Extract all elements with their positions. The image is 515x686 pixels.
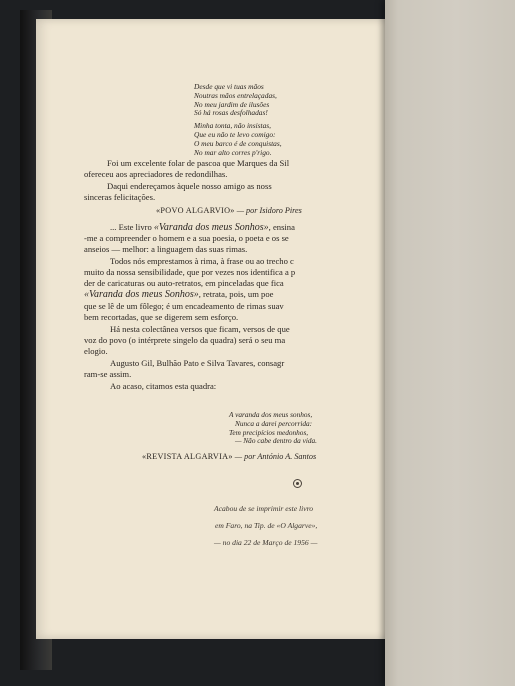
- text-run: voz do povo (o intérprete singelo da quadra) será o seu ma: [84, 335, 286, 345]
- poem-line: Noutras mãos entrelaçadas,: [194, 90, 277, 100]
- text-run: der de caricaturas ou auto-retratos, em pinceladas que fica: [84, 278, 284, 288]
- poem-line: Só há rosas desfolhadas!: [194, 108, 268, 118]
- review-text-line: [84, 346, 108, 356]
- colophon-line: em Faro, na Tip. de «O Algarve»,: [215, 521, 318, 530]
- review-source: «POVO ALGARVIO»: [156, 206, 235, 215]
- review-text-line: [84, 289, 273, 300]
- quoted-quadra: [229, 411, 317, 446]
- poem-line: — Não cabe dentro da vida.: [235, 436, 318, 446]
- text-run: Há nesta colectânea versos que ficam, versos de que: [110, 324, 290, 334]
- review-text-line: [110, 324, 290, 334]
- review-text-line: [110, 222, 295, 233]
- text-run: , retrata, pois, um poe: [198, 289, 274, 299]
- review-text-line: [84, 335, 285, 345]
- book-cover-edge: [385, 0, 515, 686]
- poem-line: Nunca a darei percorrida:: [235, 418, 313, 428]
- review-author: — por Isidoro Pires: [234, 206, 302, 215]
- book-page: [36, 19, 390, 639]
- review-text-line: [84, 278, 284, 288]
- text-run: bem recortadas, que se digerem sem esforço.: [84, 312, 239, 322]
- colophon-line: — no dia 22 de Março de 1956 —: [214, 538, 318, 547]
- colophon-line: Acabou de se imprimir este livro: [214, 504, 314, 513]
- text-run: que se lê de um fôlego; é um encadeamento de rimas suav: [84, 301, 284, 311]
- printer-ornament-icon: [293, 479, 302, 488]
- paragraph-line: Foi um excelente folar de pascoa que Marques da Sil: [107, 158, 290, 168]
- review-text-line: [84, 312, 238, 322]
- poem-line: Desde que vi tuas mãos: [194, 82, 264, 91]
- opening-poem: [194, 83, 282, 157]
- review-heading-revista-algarvia: [142, 452, 316, 461]
- poem-line: Tem precipícios medonhos,: [229, 427, 309, 437]
- text-run: Ao acaso, citamos esta quadra:: [110, 381, 217, 391]
- review-text-line: [84, 301, 284, 311]
- text-run: elogio.: [84, 346, 108, 356]
- book-title: «Varanda dos meus Sonhos»: [153, 222, 269, 233]
- review-heading-povo-algarvio: [156, 206, 302, 215]
- poem-line: O meu barco é de conquistas,: [194, 138, 282, 148]
- text-run: Todos nós emprestamos à rima, à frase ou ao trecho c: [110, 256, 294, 266]
- review-text-line: [84, 369, 131, 379]
- text-run: muito da nossa sensibilidade, que por vezes nos identifica a p: [84, 267, 296, 277]
- text-run: ... Este livro: [110, 222, 154, 232]
- text-run: , ensina: [268, 222, 295, 232]
- review-author: — por António A. Santos: [232, 452, 317, 461]
- paragraph-line: ofereceu aos apreciadores de redondilhas.: [84, 169, 228, 179]
- poem-line: No mar alto corres p'rigo.: [194, 147, 272, 157]
- review-source: «REVISTA ALGARVIA»: [142, 452, 233, 461]
- review-text-line: [110, 256, 294, 266]
- book-title: «Varanda dos meus Sonhos»: [84, 289, 199, 300]
- poem-line: Minha tonta, não insistas,: [194, 121, 271, 131]
- review-text-line: [84, 233, 289, 243]
- review-text-line: [110, 358, 284, 368]
- paragraph-line: sinceras felicitações.: [84, 192, 156, 202]
- text-run: -me a compreender o homem e a sua poesia, o poeta e os se: [84, 233, 289, 243]
- review-text-line: [84, 267, 295, 277]
- text-run: ram-se assim.: [84, 369, 132, 379]
- text-run: Augusto Gil, Bulhão Pato e Silva Tavares, consagr: [110, 358, 285, 368]
- text-run: anseios — melhor: a linguagem das suas rimas.: [84, 244, 248, 254]
- review-text-line: [84, 244, 247, 254]
- paragraph-line: Daqui endereçamos àquele nosso amigo as noss: [107, 181, 272, 191]
- review-text-line: [110, 381, 216, 391]
- poem-line: No meu jardim de ilusões: [194, 99, 270, 109]
- poem-line: Que eu não te levo comigo:: [194, 129, 276, 139]
- poem-line: A varanda dos meus sonhos,: [229, 410, 313, 419]
